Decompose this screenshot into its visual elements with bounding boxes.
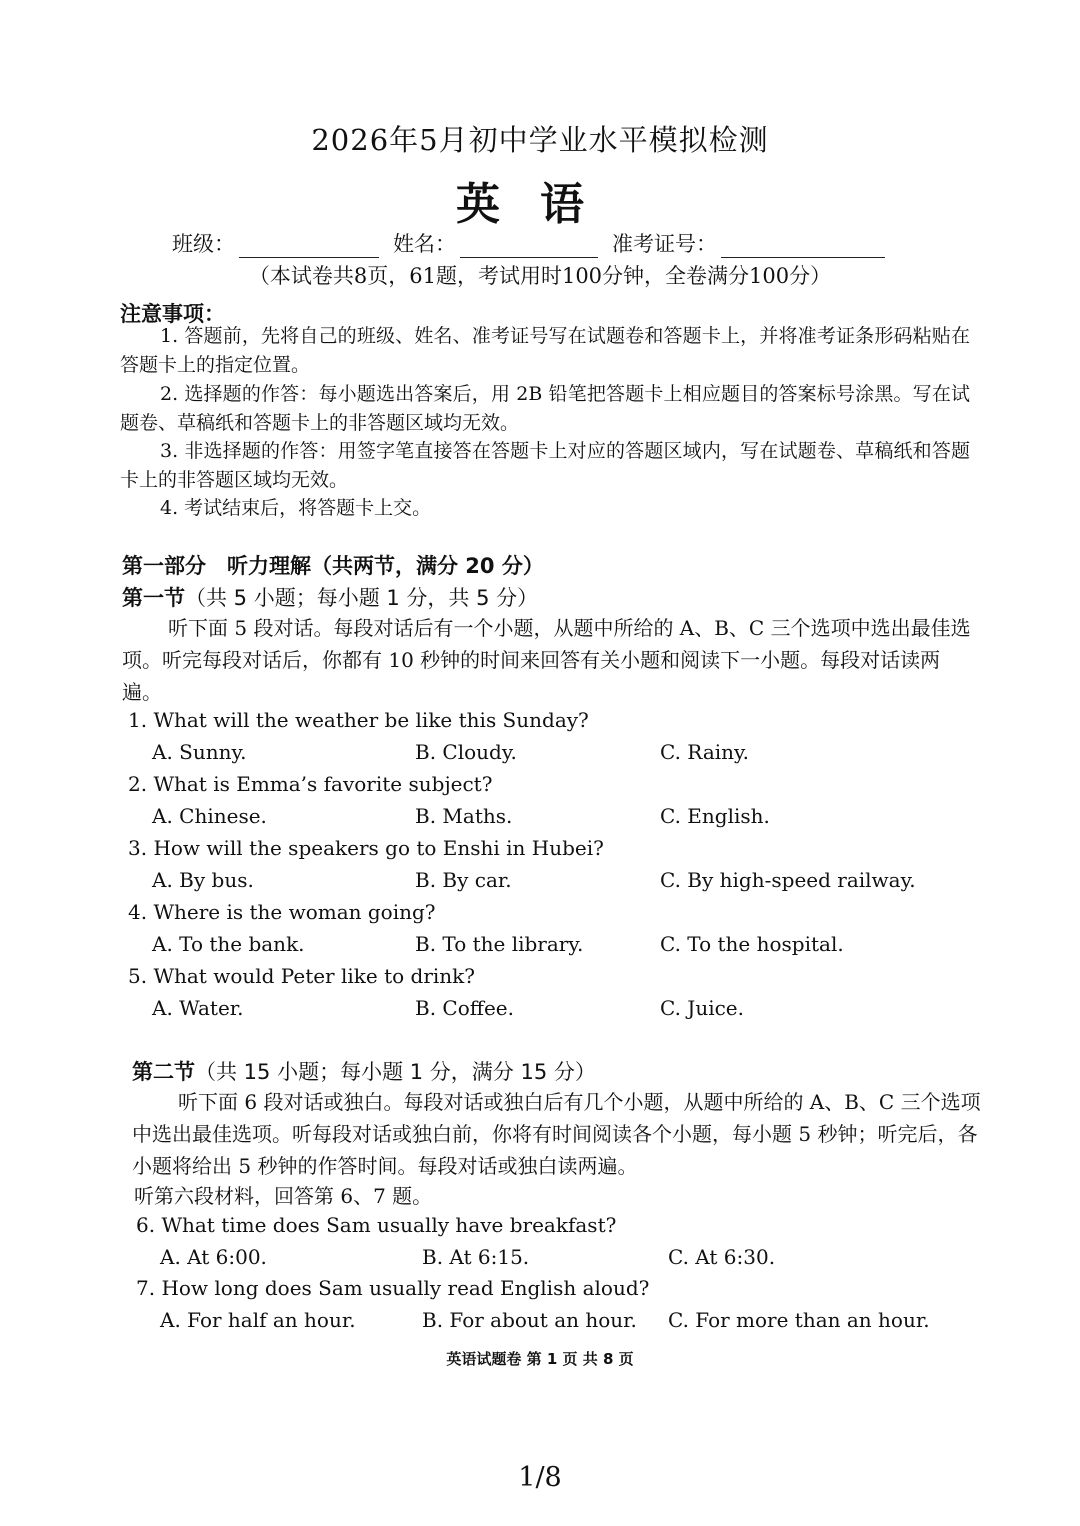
q4-option-c: C. To the hospital. — [660, 932, 844, 956]
question-4: 4. Where is the woman going? — [128, 900, 436, 924]
q2-option-b: B. Maths. — [415, 804, 513, 828]
class-blank — [239, 237, 379, 258]
q4-option-b: B. To the library. — [415, 932, 584, 956]
part1-heading: 第一部分 听力理解（共两节，满分 20 分） — [122, 554, 544, 578]
page-footer: 英语试题卷 第 1 页 共 8 页 — [446, 1350, 634, 1368]
section2-instruction: 听下面 6 段对话或独白。每段对话或独白后有几个小题，从题中所给的 A、B、C 三个选项中选出最佳选项。听每段对话或独白前，你将有时间阅读各个小题，每小题 5 秒钟；听完后，各小题将给出 5 秒钟的作答时间。每段对话或独白读两遍。 — [132, 1090, 981, 1178]
q6-option-a: A. At 6:00. — [160, 1245, 267, 1269]
exam-id-blank — [721, 237, 885, 258]
q6-option-c: C. At 6:30. — [668, 1245, 776, 1269]
notice-heading: 注意事项： — [120, 302, 225, 326]
exam-id-label: 准考证号： — [612, 232, 717, 256]
notice-item-1: 1. 答题前，先将自己的班级、姓名、准考证号写在试题卷和答题卡上，并将准考证条形码粘贴在答题卡上的指定位置。 — [120, 325, 970, 376]
notice-item-2: 2. 选择题的作答：每小题选出答案后，用 2B 铅笔把答题卡上相应题目的答案标号涂黑。写在试题卷、草稿纸和答题卡上的非答题区域均无效。 — [120, 383, 970, 434]
q5-option-a: A. Water. — [152, 996, 244, 1020]
question-3: 3. How will the speakers go to Enshi in Hubei? — [128, 836, 604, 860]
q3-option-a: A. By bus. — [152, 868, 254, 892]
q7-option-b: B. For about an hour. — [422, 1308, 637, 1332]
exam-note: （本试卷共8页，61题，考试用时100分钟，全卷满分100分） — [248, 264, 832, 288]
class-field — [172, 228, 379, 258]
question-6: 6. What time does Sam usually have breakfast? — [136, 1213, 617, 1237]
q3-option-b: B. By car. — [415, 868, 512, 892]
question-2: 2. What is Emma’s favorite subject? — [128, 772, 493, 796]
q1-option-c: C. Rainy. — [660, 740, 750, 764]
question-7: 7. How long does Sam usually read English aloud? — [136, 1276, 650, 1300]
q4-option-a: A. To the bank. — [152, 932, 305, 956]
name-blank — [460, 237, 598, 258]
q3-option-c: C. By high-speed railway. — [660, 868, 916, 892]
exam-title: 2026年5月初中学业水平模拟检测 — [311, 123, 769, 157]
section1-heading — [122, 582, 538, 612]
q7-option-a: A. For half an hour. — [160, 1308, 356, 1332]
q6-option-b: B. At 6:15. — [422, 1245, 530, 1269]
question-5: 5. What would Peter like to drink? — [128, 964, 476, 988]
class-label: 班级： — [172, 232, 235, 256]
q2-option-c: C. English. — [660, 804, 770, 828]
q1-option-b: B. Cloudy. — [415, 740, 517, 764]
section1-label: 第一节 — [122, 586, 185, 610]
section2-material: 听第六段材料，回答第 6、7 题。 — [134, 1184, 433, 1208]
section1-instruction: 听下面 5 段对话。每段对话后有一个小题，从题中所给的 A、B、C 三个选项中选出最佳选项。听完每段对话后，你都有 10 秒钟的时间来回答有关小题和阅读下一小题。每段对话读两遍。 — [122, 616, 971, 704]
name-label: 姓名： — [393, 232, 456, 256]
q5-option-c: C. Juice. — [660, 996, 744, 1020]
q5-option-b: B. Coffee. — [415, 996, 514, 1020]
question-1: 1. What will the weather be like this Sunday? — [128, 708, 589, 732]
section2-heading — [132, 1056, 596, 1086]
page-indicator: 1/8 — [518, 1462, 562, 1493]
q2-option-a: A. Chinese. — [152, 804, 267, 828]
name-field — [393, 228, 598, 258]
q7-option-c: C. For more than an hour. — [668, 1308, 930, 1332]
notice-item-3: 3. 非选择题的作答：用签字笔直接答在答题卡上对应的答题区域内，写在试题卷、草稿纸和答题卡上的非答题区域均无效。 — [120, 440, 970, 491]
section2-label: 第二节 — [132, 1060, 195, 1084]
q1-option-a: A. Sunny. — [152, 740, 247, 764]
notice-item-4: 4. 考试结束后，将答题卡上交。 — [160, 497, 432, 519]
student-info-fields — [172, 228, 899, 258]
section1-info: （共 5 小题；每小题 1 分，共 5 分） — [185, 586, 539, 610]
exam-id-field — [612, 228, 885, 258]
exam-subject: 英语 — [456, 179, 624, 230]
section2-info: （共 15 小题；每小题 1 分，满分 15 分） — [195, 1060, 596, 1084]
